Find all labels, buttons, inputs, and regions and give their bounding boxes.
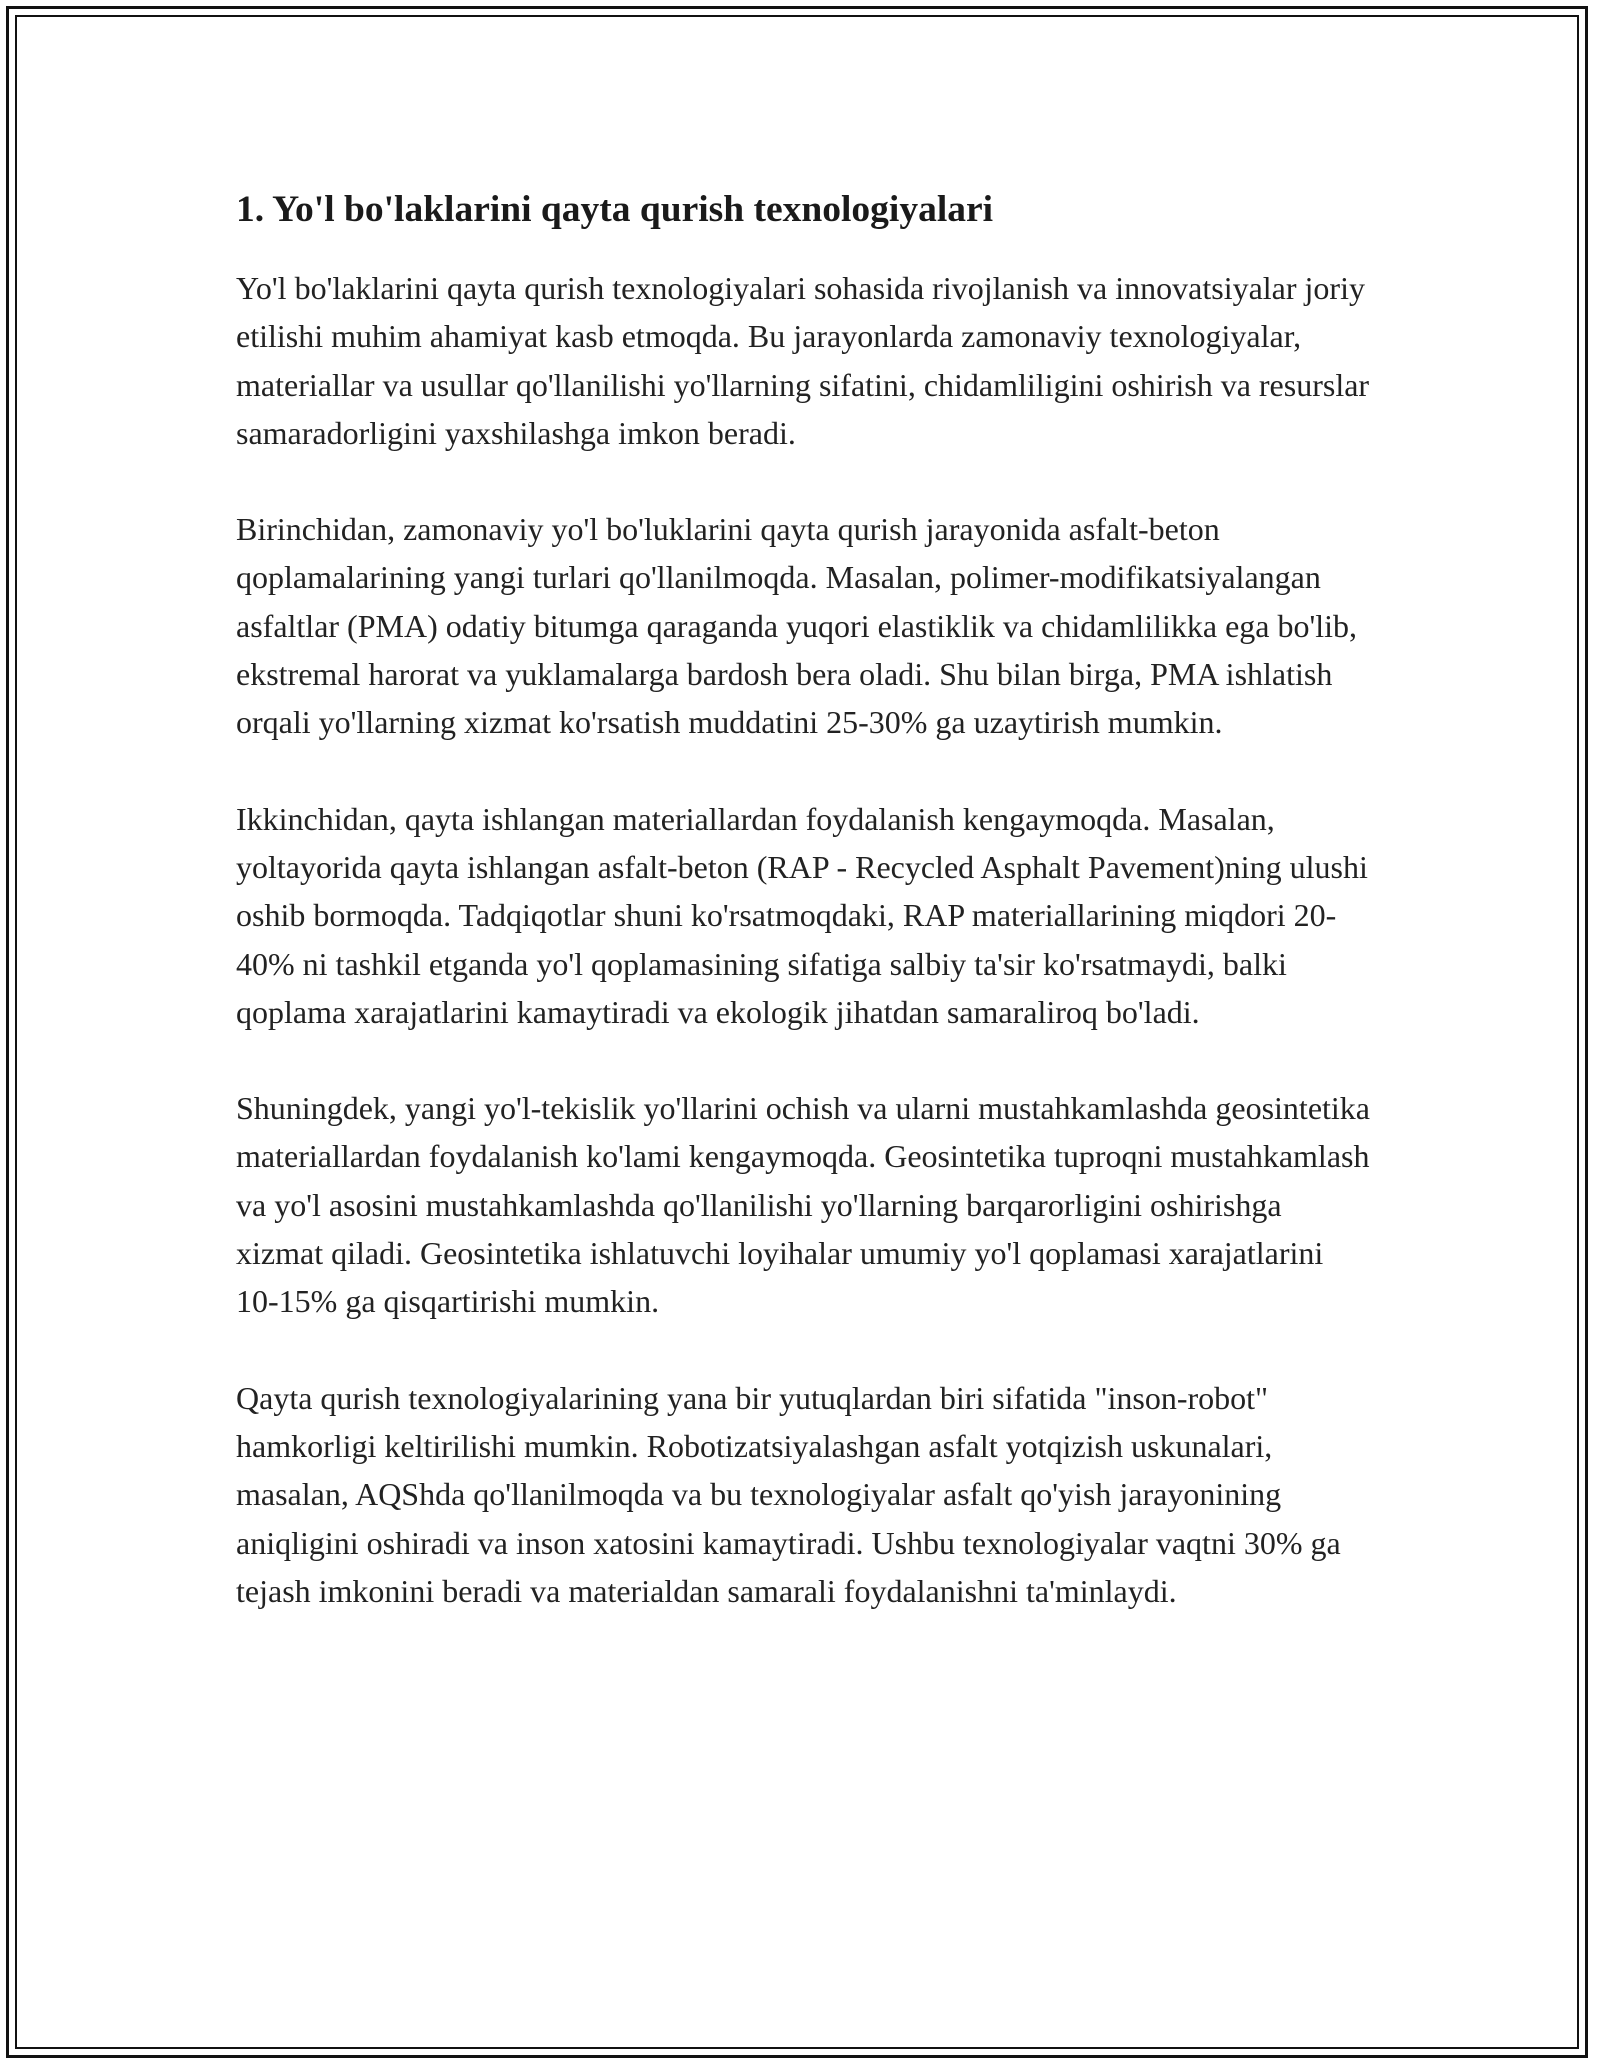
section-heading: 1. Yo'l bo'laklarini qayta qurish texnologiyalari <box>236 189 994 230</box>
document-body <box>236 186 1371 1663</box>
paragraph-geosynthetics: Shuningdek, yangi yo'l-tekislik yo'llarini ochish va ularni mustahkamlashda geosintetika materiallardan foydalanish ko'lami kengaymoqda. Geosintetika tuproqni mustahkamlash va yo'l asosini mustahkamlashda qo'llanilishi yo'llarning barqarorligini oshirishga xizmat qiladi. Geosintetika ishlatuvchi loyihalar umumiy yo'l qoplamasi xarajatlarini 10-15% ga qisqartirishi mumkin. <box>236 1090 1370 1320</box>
paragraph-first: Birinchidan, zamonaviy yo'l bo'luklarini qayta qurish jarayonida asfalt-beton qoplamalarining yangi turlari qo'llanilmoqda. Masalan, polimer-modifikatsiyalangan asfaltlar (PMA) odatiy bitumga qaraganda yuqori elastiklik va chidamlilikka ega bo'lib, ekstremal harorat va yuklamalarga bardosh bera oladi. Shu bilan birga, PMA ishlatish orqali yo'llarning xizmat ko'rsatish muddatini 25-30% ga uzaytirish mumkin. <box>236 511 1358 741</box>
paragraph-intro: Yo'l bo'laklarini qayta qurish texnologiyalari sohasida rivojlanish va innovatsiyalar joriy etilishi muhim ahamiyat kasb etmoqda. Bu jarayonlarda zamonaviy texnologiyalar, materiallar va usullar qo'llanilishi yo'llarning sifatini, chidamliligini oshirish va resurslar samaradorligini yaxshilashga imkon beradi. <box>236 270 1370 451</box>
paragraph-second: Ikkinchidan, qayta ishlangan materiallardan foydalanish kengaymoqda. Masalan, yoltayorida qayta ishlangan asfalt-beton (RAP - Recycled Asphalt Pavement)ning ulushi oshib bormoqda. Tadqiqotlar shuni ko'rsatmoqdaki, RAP materiallarining miqdori 20-40% ni tashkil etganda yo'l qoplamasining sifatiga salbiy ta'sir ko'rsatmaydi, balki qoplama xarajatlarini kamaytiradi va ekologik jihatdan samaraliroq bo'ladi. <box>236 800 1368 1030</box>
paragraph-robotics: Qayta qurish texnologiyalarining yana bir yutuqlardan biri sifatida "inson-robot" hamkorligi keltirilishi mumkin. Robotizatsiyalashgan asfalt yotqizish uskunalari, masalan, AQShda qo'llanilmoqda va bu texnologiyalar asfalt qo'yish jarayonining aniqligini oshiradi va inson xatosini kamaytiradi. Ushbu texnologiyalar vaqtni 30% ga tejash imkonini beradi va materialdan samarali foydalanishni ta'minlaydi. <box>236 1379 1341 1609</box>
